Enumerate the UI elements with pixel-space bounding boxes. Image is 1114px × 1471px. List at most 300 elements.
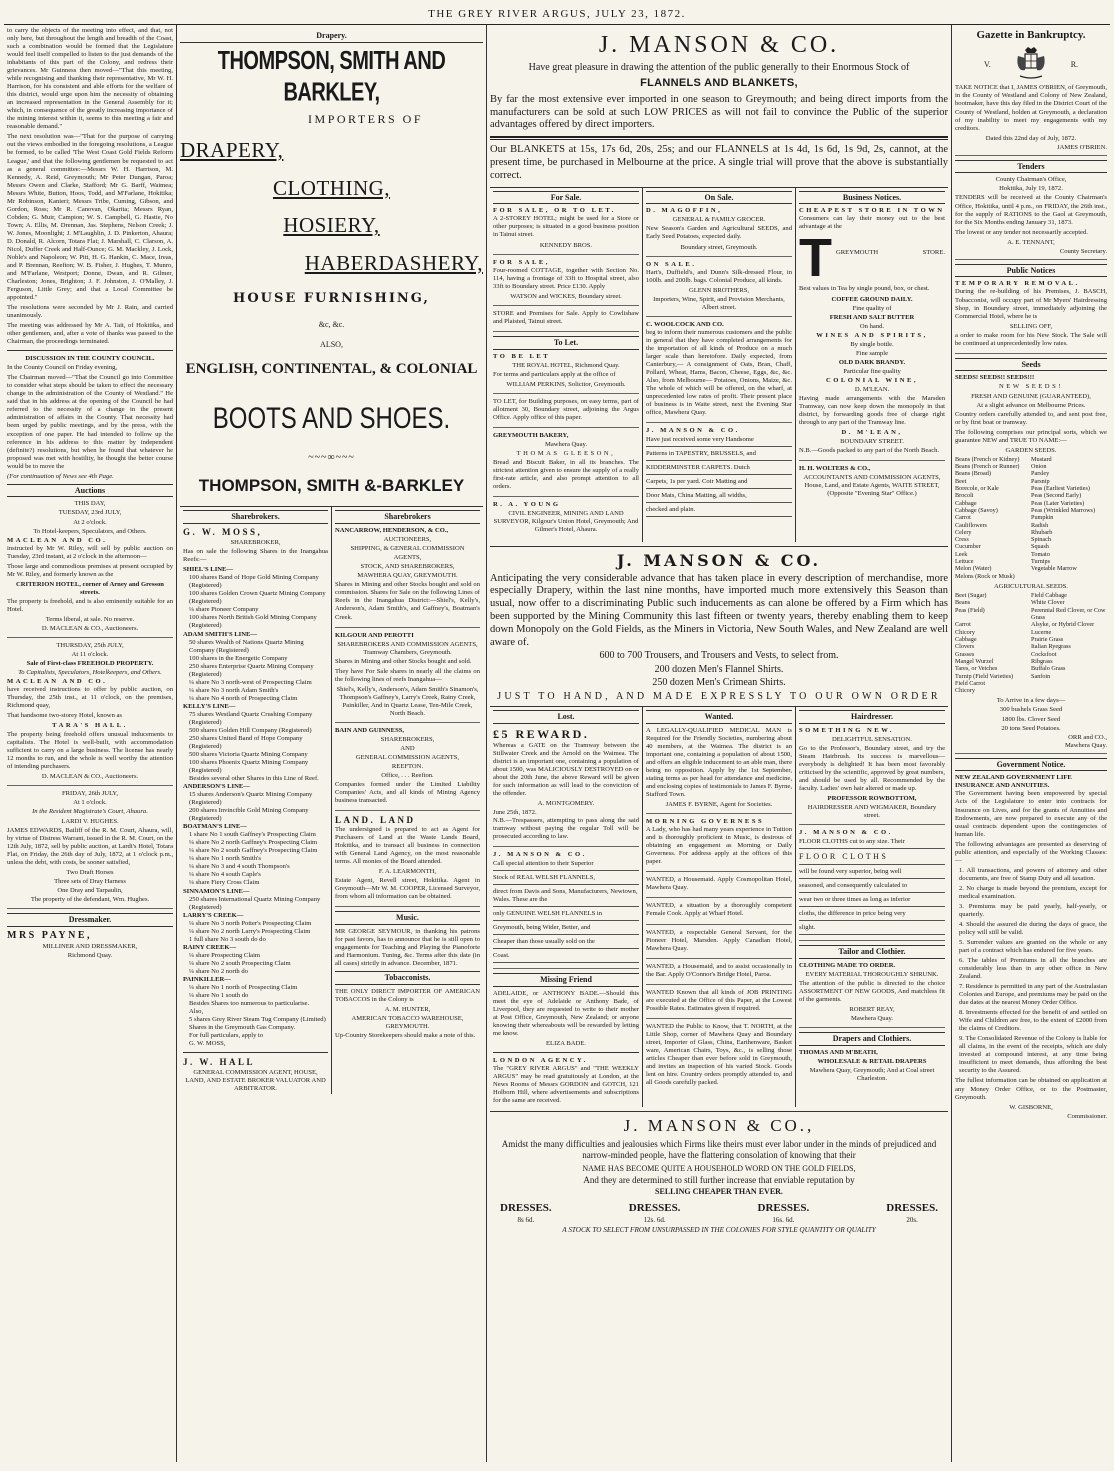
ad-line: At a slight advance on Melbourne Prices.: [976, 401, 1086, 409]
share-item: ¼ share Fiery Cross Claim: [189, 879, 260, 887]
ad-title: J. MANSON & CO.: [799, 829, 893, 837]
ad-line: KIDDERMINSTER CARPETS. Dutch: [646, 463, 792, 475]
auction-date: THURSDAY, 25th JULY,: [56, 641, 124, 649]
sharebrokers-section: [180, 506, 483, 1094]
dress-label: DRESSES.: [757, 1202, 810, 1215]
ad-body: instructed by Mr W. Riley, will sell by public auction on Tuesday, 23rd instant, at 2 o'clock in the afternoon—: [7, 544, 173, 560]
share-item: Also,: [189, 1007, 204, 1015]
ad-body: WANTED, a situation by a thoroughly competent Female Cook. Apply at Wharf Hotel.: [646, 902, 792, 918]
ad-signature: D. MACLEAN & CO., Auctioneers.: [41, 773, 139, 781]
ad-line: cloths, the difference in price being very: [799, 909, 945, 921]
auction-item: Three sets of Dray Harness: [54, 877, 126, 885]
also-line: ALSO,: [320, 340, 343, 350]
table-cell: Beet: [955, 477, 967, 485]
share-item: BOATMAN'S LINE—: [183, 823, 247, 831]
ad-signature: A. E. TENNANT,: [1007, 238, 1055, 246]
share-item: Besides several other Shares in this Line of Reef.: [189, 775, 319, 783]
ads-grid-bottom: [490, 706, 948, 1107]
ad-body: N.B.—Goods packed to any part of the North Beach.: [799, 447, 940, 455]
table-row: [955, 643, 1107, 650]
ad-drapers: [799, 1049, 945, 1087]
ad-subtitle: THE ROYAL HOTEL, Richmond Quay.: [512, 361, 620, 369]
ad-body: Go to the Professor's, Boundary street, and try the Steam Hairbrush. Its success is marvellous—everybody is delighted! It has been most favorably criticised by the scientific, approved by great numbers, and should be used by all. Recommended by the faculty. Ladies' own hair altered or made up.: [799, 744, 945, 793]
share-item: 100 shares North British Gold Mining Company (Registered): [189, 614, 317, 630]
ad-body: Companies formed under the Limited Liability Companies' Acts, and all kinds of Mining Agency business transacted.: [335, 781, 480, 805]
ad-subtitle: EVERY MATERIAL THOROUGHLY SHRUNK.: [805, 970, 939, 978]
share-item: 250 shares International Quartz Mining Company (Registered): [189, 895, 321, 911]
table-cell: Italian Ryegrass: [1031, 643, 1071, 651]
ad-line: Door Mats, China Matting, all widths,: [646, 491, 792, 503]
share-item: PAINKILLER—: [183, 975, 231, 983]
ad-line: COLONIAL WINE,: [825, 376, 919, 384]
section-heading: Drapers and Clothiers.: [799, 1032, 945, 1046]
ad-body: The property is freehold, and is also eminently suitable for an Hotel.: [7, 597, 173, 613]
ad-body: Having made arrangements with the Marsden Tramway, can now keep down the monopoly in that district, by forwarding goods free of charge right through to any part of the Tramway line.: [799, 394, 945, 426]
ad-governess: [646, 818, 792, 872]
newspaper-page: [4, 4, 1110, 1463]
share-item: 100 shares Phoenix Quartz Mining Company (Registered): [189, 759, 309, 775]
gazette-title: Gazette in Bankruptcy.: [976, 29, 1086, 41]
ad-signature: JAMES O'BRIEN.: [1057, 143, 1107, 151]
table-row: [955, 607, 1107, 622]
auction-title: Sale of First-class FREEHOLD PROPERTY.: [26, 659, 154, 667]
ad-date: June 25th, 1872.: [493, 808, 537, 816]
sharebroker-moss: [180, 507, 331, 1094]
ad-signature: ORR and CO.,: [1068, 733, 1107, 741]
ad-line: To Arrive in a few days—: [996, 697, 1066, 705]
store-label: GREYMOUTH: [836, 249, 879, 257]
ad-body: WANTED, a Housemaid, and to assist occasionally in the Bar. Apply O'Connor's Bridge Hotel, Paroa.: [646, 962, 792, 978]
importers-line: IMPORTERS OF: [308, 111, 423, 126]
ad-title: THOMAS AND M'BEATH,: [799, 1048, 878, 1056]
table-row: [955, 485, 1107, 492]
ad-wanted: [646, 989, 792, 1019]
ad-line: Fine quality of: [852, 304, 892, 312]
table-row: [955, 522, 1107, 529]
agricultural-seeds-table: [955, 592, 1107, 694]
table-cell: Beans (Broad): [955, 470, 991, 478]
firm-name-footer: THOMPSON, SMITH &-BARKLEY: [198, 475, 465, 495]
manson-body-2: Anticipating the very considerable advance that has taken place in every description of merchandise, more especially Drapery, within the last nine months, have imported much more extensively this Season than usual, now offer to a discriminating Public such inducements as can alone be offered by a Firm which has been supported by the Mining Community this last fifteen or twenty years, thereby enabling them to keep down Monopoly on the Gold Fields, as the Miners in Victoria, New South Wales, and New Zealand are well aware of.: [490, 572, 948, 648]
ad-line: County Chairman's Office,: [995, 176, 1067, 184]
benefit-item: 8. Investments effected for the benefit of and settled on Wife and Children are free, to the extent of £2000 from the claims of Creditors.: [959, 1009, 1107, 1033]
ad-body: Best values in Tea by single pound, box, or chest.: [799, 285, 930, 293]
selling-line: SELLING CHEAPER THAN EVER.: [655, 1186, 783, 1196]
auction-title: LARDI V. HUGHES.: [61, 817, 119, 825]
boots-line: BOOTS AND SHOES.: [212, 401, 451, 436]
ad-body: have received instructions to offer by public auction, on Thursday, the 25th inst., at 11 o'clock, on the premises, Richmond quay,: [7, 686, 173, 710]
ad-manson-floorcloths: [799, 829, 945, 941]
table-cell: [1031, 680, 1107, 687]
ad-signature: PROFESSOR ROWBOTTOM,: [827, 795, 917, 803]
ad-wanted: [646, 902, 792, 924]
table-row: [955, 551, 1107, 558]
table-cell: White Clover: [1031, 599, 1065, 607]
ad-body: The lowest or any tender not necessarily accepted.: [955, 228, 1088, 236]
section-heading: Business Notices.: [799, 191, 945, 205]
ad-body: WANTED, a respectable General Servant, for the Pioneer Hotel, Marsden. Apply Canadian Hotel, Mawhera Quay.: [646, 928, 792, 952]
ad-subtitle: WHOLESALE & RETAIL DRAPERS: [817, 1057, 927, 1065]
table-cell: Cress: [955, 536, 969, 544]
benefit-item: 7. Residence is permitted in any part of the Australasian Colonies and Europe, and premiums may be paid on the due dates at the nearest Money Order Office.: [959, 983, 1107, 1007]
ad-magoffin: [646, 207, 792, 256]
ad-body: New Season's Garden and Agricultural SEEDS, and Early Seed Potatoes, expected daily.: [646, 225, 792, 241]
ad-line: FRESH AND SALT BUTTER: [829, 313, 915, 321]
auction-audience: To Hotel-keepers, Speculators, and Others.: [33, 527, 147, 535]
ad-signature: D. MACLEAN & CO., Auctioneers.: [41, 624, 139, 632]
ad-title: SEEDS! SEEDS!! SEEDS!!!: [955, 374, 1035, 382]
ad-signature: GLENN BROTHERS,: [688, 286, 750, 294]
hotel-name: CRITERION HOTEL, corner of Arney and Gresson streets.: [16, 580, 164, 596]
auction-date: THIS DAY,: [74, 500, 106, 508]
ad-body: The Government having been empowered by special Acts of the Legislature to enter into contracts for Insurance on Lives, and for the grants of Annuities and Endowments, are now prepared to execute any of the usual contracts dependent upon the contingencies of human life.: [955, 790, 1107, 838]
ornament: ~~~∞~~~: [308, 451, 355, 463]
share-item: ¼ share No 1 north Smith's: [189, 855, 261, 863]
ad-line: 1800 lbs. Clover Seed: [1001, 715, 1061, 723]
ad-body: Four-roomed COTTAGE, together with Section No. 114, having a frontage of 33ft to Hospital street, also 33ft to Boundary street. Price £130. Apply: [493, 266, 639, 290]
table-cell: Melons (Rock or Musk): [955, 572, 1015, 580]
ad-wanted: [646, 727, 792, 814]
dress-label: DRESSES.: [628, 1202, 681, 1215]
share-list: [183, 566, 328, 1048]
ad-body: Country orders carefully attended to, and sent post free, or by first boat or tramway.: [955, 410, 1107, 426]
ad-body: That handsome two-storey Hotel, known as: [7, 712, 123, 720]
ad-title: FOR SALE,: [493, 258, 550, 266]
auction-time: At 2 o'clock.: [73, 518, 107, 526]
article-paragraph: The next resolution was—"That for the purpose of carrying out the views embodied in the foregoing resolutions, a League be formed, to be called 'The West Coast Gold Fields Reform League,' and that the following gentlemen be requested to act as a general committee:—Messrs W. H. Harrison, M. Kennedy, A. Reid, Greymouth; Mr Peter Dungan, Paroa; Messrs Owen and Clarke, Stafford; Mr G. Barff, Waimea; Messrs White, Button, Hoos, Todd, and M'Farlane, Hokitika; Mr Robinson, Kanieri; Messrs Tribe, Cuming, Gibson, and Gordon, Ross; Mr R. Canovan, Okarita; Messrs Ryan, Cobden; G. Muir, Campion; W. S. Campbell, G. Hastie, No Town; A. Ellis, M. Drennan, Jas. Stephens, Nelson Creek; J. W. Jones, Moonlight; J. M'Laughlin, J. D. Pinkerton, Ahaura; D. Donald, R. Alcorn, Totara Flat; J. Marshall, C. Clarson, A. Nicol, Duffer Creek and Half-Ounce; G. M. Mackley, J. Lock, Noble's and Napoleon; W. Pitt, H. G. Hankin, C. Mace, Ireas, and P. Brennan, Reefton; W. B. Fisher, J. Hughes, T. Munro, and M'Farlane, Westport; Donne, Dwan, and R. Gilmer, Charleston; Jones, Brighton; J. F. Johnston, J. O'Malley, J. Ferguson, Little Grey; and that a Local Committee be appointed.": [7, 133, 173, 302]
trousers-line: 600 to 700 Trousers, and Trousers and Vests, to select from.: [599, 650, 839, 662]
table-cell: Lucerne: [1031, 628, 1052, 636]
dress-price: [629, 1202, 681, 1224]
ad-title: G. W. MOSS,: [183, 527, 263, 538]
manson-intro: Have great pleasure in drawing the attention of the public generally to their Enormous Stock of: [528, 62, 910, 74]
table-row: [955, 463, 1107, 470]
ad-tailor: [799, 962, 945, 1028]
continuation-note: (For continuation of News see 4th Page.: [7, 472, 114, 480]
dressmaker-name: MRS PAYNE,: [7, 929, 93, 941]
table-cell: Rhubarb: [1031, 528, 1053, 536]
section-heading: Sharebrokers.: [183, 510, 328, 524]
ad-signature: KENNEDY BROS.: [539, 241, 593, 249]
share-item: LARRY'S CREEK—: [183, 911, 244, 919]
ad-terms: Terms liberal, at sale. No reserve.: [45, 615, 135, 623]
ad-title: GREYMOUTH BAKERY,: [493, 431, 569, 439]
section-heading: Lost.: [493, 710, 639, 724]
ad-line: SHIPPING, & GENERAL COMMISSION: [350, 545, 465, 553]
ad-government: [955, 774, 1107, 1123]
ad-to-let: [493, 398, 639, 428]
table-row: [955, 507, 1107, 514]
royal-crest: [955, 44, 1107, 84]
table-row: [955, 470, 1107, 477]
section-heading: Seeds: [955, 358, 1107, 372]
benefit-item: 4. Should the assured die during the days of grace, the policy will still be valid.: [959, 920, 1107, 936]
wanted-column: [642, 707, 795, 1107]
ad-subtitle: BOUNDARY STREET.: [840, 438, 904, 446]
ad-body: TO LET, for Building purposes, on easy terms, part of allotment 30, Boundary street, adjoining the Argus Office. Apply office of this paper.: [493, 397, 639, 421]
column-drapery: [177, 25, 487, 1462]
manson-title: J. MANSON & CO.: [598, 32, 840, 58]
share-item: ¼ share Prospecting Claim: [189, 951, 261, 959]
table-row: [955, 543, 1107, 550]
shirts-line: 250 dozen Men's Crimean Shirts.: [652, 676, 786, 688]
dress-price: [500, 1202, 552, 1224]
ad-line: Carpets, 1s per yard. Coir Matting and: [646, 477, 792, 489]
table-cell: Pumpkin: [1031, 514, 1054, 522]
section-heading: Government Notice.: [955, 758, 1107, 772]
ad-body: Bread and Biscuit Baker, in all its branches. The strictest attention given to ensure the supply of a really first-rate article, and also prompt attention to all orders.: [493, 458, 639, 490]
ad-line: COFFEE GROUND DAILY.: [831, 295, 913, 303]
section-heading: For Sale.: [493, 191, 639, 205]
ad-line: FLOOR CLOTHS: [799, 851, 945, 865]
ad-body: They have For Sale shares in nearly all the claims on the following lines of reefs Inangahua—: [335, 667, 480, 683]
table-cell: Borecole, or Kale: [955, 484, 999, 492]
share-item: ¼ share No 4 south Caple's: [189, 871, 261, 879]
ad-title: SOMETHING NEW.: [799, 726, 894, 734]
ad-signature: A. MONTGOMERY.: [537, 799, 595, 807]
ad-body: Up-Country Storekeepers should make a note of this.: [335, 1032, 476, 1040]
ad-seeds: [955, 374, 1107, 753]
auction-ad: [7, 500, 173, 637]
table-cell: Cabbage: [955, 499, 977, 507]
table-cell: Carrot: [955, 621, 971, 629]
table-cell: Sanfoin: [1031, 672, 1051, 680]
table-row: [955, 565, 1107, 572]
line-haberdashery: HABERDASHERY,: [304, 250, 483, 275]
ad-body: Whereas a GATE on the Tramway between the Stillwater Creek and the Arnold on the Waimea. The district is an important one, containing a population of about 1500, was MALICIOUSLY DESTROYED on or about the 20th June, the above Reward will be given for such information as will lead to the conviction of the offender.: [493, 741, 639, 797]
column-manson: [487, 25, 952, 1462]
ad-title: R. A. YOUNG: [493, 500, 561, 508]
ad-body: Hart's, Duffield's, and Dunn's Silk-dressed Flour, in 100lb. and 200lb. bags. Colonial Produce, all kinds.: [646, 268, 792, 284]
benefit-item: 3. Premiums may be paid yearly, half-yearly, or quarterly.: [959, 902, 1107, 918]
ad-body: WANTED the Public to Know, that T. NORTH, at the Little Shop, corner of Mawhera Quay and Boundary street, Importer of Glass, China, Earthenware, Basket ware, American Chairs, Toys, &c., is selling those articles Cheaper than ever before sold in Greymouth, and invites an inspection of his varied Stock. Goods lent on hire. Country orders promptly attended to, and all Goods carefully packed.: [646, 1022, 792, 1086]
manson-title-3: J. MANSON & CO.,: [623, 1116, 815, 1136]
table-cell: Peas (Wrinkled Marrows): [1031, 506, 1096, 514]
ad-body: CIVIL ENGINEER, MINING AND LAND SURVEYOR, Kilgour's Union Hotel, Greymouth; And Gilmer's Hotel, Ahaura.: [493, 509, 639, 534]
ads-grid-top: [490, 187, 948, 542]
table-cell: Beet (Sugar): [955, 592, 987, 600]
ad-body: The following comprises our principal sorts, which we guarantee NEW and TRUE TO NAME:—: [955, 428, 1107, 444]
ad-body: WANTED Known that all kinds of JOB PRINTING are executed at the Office of this Paper, at the Lowest Possible Rates. Estimates given if required.: [646, 988, 792, 1012]
ad-subtitle: Importers, Wine, Spirit, and Provision Merchants, Albert street.: [653, 295, 785, 311]
table-cell: Cocksfoot: [1031, 650, 1057, 658]
section-heading: On Sale.: [646, 191, 792, 205]
ad-body: STORE and Premises for Sale. Apply to Cowlishaw and Plaisted, Tainui street.: [493, 309, 639, 325]
ad-manson-carpets: [646, 427, 792, 522]
section-heading: Wanted.: [646, 710, 792, 724]
dress-price: [886, 1202, 938, 1224]
ad-body: The attention of the public is directed to the choice ASSORTMENT OF NEW GOODS, And matchless fit of the garments.: [799, 980, 945, 1004]
section-heading-auctions: Auctions: [7, 484, 173, 498]
share-item: ¼ share No 2 south Prospecting Claim: [189, 959, 291, 967]
share-item: RAINY CREEK—: [183, 943, 237, 951]
share-item: 100 shares in the Energetic Company: [189, 654, 288, 662]
auction-audience: To Capitalists, Speculators, Hotelkeepers, and Others.: [18, 669, 162, 676]
ad-body: MR GEORGE SEYMOUR, in thanking his patrons for past favors, has to announce that he is still open to engagements for Teaching and Playing the Pianoforte and Harmonium. Tuning, &c. Terms after this date (in all cases) strictly in advance. December, 1871.: [335, 928, 480, 968]
auction-time: At 11 o'clock.: [71, 650, 109, 658]
ad-title: BAIN AND GUINNESS,: [335, 726, 405, 734]
share-item: ¼ share No 3 north-west of Prospecting Claim: [189, 678, 312, 686]
table-row: [955, 629, 1107, 636]
ad-address: Boundary street, Greymouth.: [680, 243, 758, 251]
ad-subtitle: SHAREBROKER,: [230, 539, 281, 547]
table-cell: Mustard: [1031, 455, 1052, 463]
share-item: ¼ share No 2 south Gaffney's Prospecting Claim: [189, 847, 318, 855]
ad-store: [493, 310, 639, 332]
ad-title: J. MANSON & CO.: [493, 850, 587, 858]
ad-wanted: [646, 876, 792, 898]
ad-manson-flannels: [493, 851, 639, 969]
ad-signature: ELIZA BADE.: [546, 1040, 586, 1048]
ad-line: By single bottle.: [850, 340, 894, 348]
ad-title: TEMPORARY REMOVAL.: [955, 280, 1080, 288]
ad-line: Fine sample: [855, 349, 889, 357]
ad-line: AND: [400, 744, 415, 752]
ad-wanted: [646, 963, 792, 985]
ad-body: The property being freehold offers unusual inducements to capitalists. The Hotel is well-built, with accommodation sufficient to carry on a large business. The license has nearly 12 months to run, and the whole is well worthy the attention of intending purchasers.: [7, 731, 173, 771]
table-cell: Field Cabbage: [1031, 592, 1067, 600]
column-news: [4, 25, 177, 1462]
article-paragraph: The Chairman moved—"That the Council go into Committee to consider what steps should be taken to effect the necessary change in the administration of the County of Westland." He said that in his address at the opening of the Council he had referred to the necessity of a change in the present administration of affairs in the County. That necessity had been urged by public meetings, and by the press, with the exception of one paper. He had intended to follow up the reference in his address to this matter by independent (definite?) resolutions, but when he found that whatever he proposed was met with hostility, he thought the better course would be to move the: [7, 374, 173, 470]
ad-body: GENERAL COMMISSION AGENT, HOUSE, LAND, AND ESTATE BROKER VALUATOR AND ARBITRATOR.: [185, 1069, 326, 1093]
ad-wanted: [646, 929, 792, 959]
ad-signature: ROBERT REAY,: [849, 1006, 895, 1014]
table-row: [955, 673, 1107, 680]
ad-body: A Lady, who has had many years experience in Tuition and is thoroughly proficient in Music, is desirous of obtaining an engagement as Morning or Daily Governess. For address apply at the offices of this paper.: [646, 826, 792, 866]
table-cell: Leek: [955, 550, 968, 558]
table-row: [955, 599, 1107, 606]
ad-line: STOCK, AND SHAREBROKERS,: [360, 563, 455, 571]
benefit-item: 2. No charge is made beyond the premium, except for medical examination.: [959, 884, 1107, 900]
ad-body: For terms and particulars apply at the office of: [493, 370, 616, 378]
ad-line: seasoned, and consequently calculated to: [799, 881, 945, 893]
ad-title: NEW ZEALAND GOVERNMENT LIFE INSURANCE AND ANNUITIES.: [955, 774, 1072, 790]
ad-line: Greymouth, being Wider, Better, and: [493, 923, 639, 935]
section-heading: Sharebrokers: [335, 510, 480, 524]
crest-letter: R.: [1070, 59, 1079, 69]
section-heading: Public Notices: [955, 264, 1107, 278]
ad-line: REEFTON.: [391, 762, 424, 770]
table-row: [955, 573, 1107, 580]
ad-line: only GENUINE WELSH FLANNELS in: [493, 909, 639, 921]
ad-tenders: [955, 176, 1107, 259]
table-row: [955, 514, 1107, 521]
table-cell: Peas (Earliest Varieties): [1031, 484, 1090, 492]
ad-for-sale: [493, 259, 639, 306]
table-cell: Vegetable Marrow: [1031, 565, 1077, 573]
section-heading-drapery: Drapery.: [180, 30, 483, 43]
ad-body: The "GREY RIVER ARGUS" and "THE WEEKLY ARGUS" may be read gratuitously at London, at the News Rooms of Messrs GORDON and GOTCH, 121 Holborn Hill, where advertisements and subscriptions for the same are received.: [493, 1065, 639, 1105]
ad-title: KILGOUR AND PEROTTI: [335, 631, 414, 639]
ad-line: direct from Davis and Sons, Manufacturers, Newtown, Wales. These are the: [493, 887, 639, 907]
share-item: 100 shares Band of Hope Gold Mining Company (Registered): [189, 574, 319, 590]
table-cell: Lettuce: [955, 558, 974, 566]
ad-body: During the re-building of his Premises, J. BASCH, Tobacconist, will occupy part of Mr Myers' Hairdressing Shop, in Boundary street, immediately adjoining the Commercial Hotel, where he is: [955, 288, 1107, 320]
dressmaker-address: Richmond Quay.: [67, 951, 113, 959]
table-cell: Perennial Red Clover, or Cow Grass: [1031, 606, 1106, 621]
table-row: [955, 592, 1107, 599]
table-cell: Tares, or Vetches: [955, 665, 998, 673]
share-item: ¼ share No 1 south do: [189, 991, 249, 999]
ad-line: FLOOR CLOTHS cut to any size. Their: [799, 837, 945, 849]
table-row: [955, 665, 1107, 672]
table-row: [955, 636, 1107, 643]
table-heading: AGRICULTURAL SEEDS.: [994, 583, 1068, 591]
table-cell: Cauliflowers: [955, 521, 987, 529]
share-item: 50 shares Wealth of Nations Quartz Mining Company (Registered): [189, 638, 304, 654]
auction-location: In the Resident Magistrate's Court, Ahaura.: [32, 808, 148, 816]
ad-body: THE ONLY DIRECT IMPORTER OF AMERICAN TOBACCOS in the Colony is: [335, 988, 480, 1004]
share-item: 500 shares Golden Hill Company (Registered): [189, 726, 312, 734]
divider: [490, 1111, 948, 1112]
ad-line: AGENTS,: [393, 554, 422, 562]
hotel-name: TARA'S HALL.: [52, 722, 128, 730]
section-heading-dressmaker: Dressmaker.: [7, 913, 173, 927]
ad-title: D. MAGOFFIN,: [646, 207, 723, 215]
english-line: ENGLISH, CONTINENTAL, & COLONIAL: [185, 360, 478, 377]
share-item: For full particulars, apply to: [189, 1032, 264, 1040]
ad-subtitle: Mawhera Quay.: [1064, 741, 1107, 749]
ad-body: ADELAIDE, or ANTHONY BADE.—Should this meet the eye of Adelaide or Anthony Bade, of Liverpool, they are requested to write to their mother at Post Office, Greymouth, New Zealand; or anyone knowing their whereabouts will be rewarded by letting me know.: [493, 989, 639, 1038]
table-cell: Alsyke, or Hybrid Clover: [1031, 621, 1095, 629]
share-item: ¼ share No 2 north Larry's Prospecting Claim: [189, 927, 311, 935]
table-cell: Beans: [955, 599, 971, 607]
article-paragraph: The meeting was addressed by Mr A. Tait, of Hokitika, and other gentlemen, and, after a vote of thanks was passed to the Chairman, the proceedings terminated.: [7, 322, 173, 346]
ad-cheapest-store: [799, 207, 945, 461]
share-item: ¼ share No 3 and 4 south Thompson's: [189, 863, 290, 871]
ad-subtitle: NEW SEEDS!: [999, 383, 1063, 391]
auction-item: Two Draft Horses: [66, 868, 114, 876]
table-cell: Celery: [955, 528, 972, 536]
table-cell: Ribgrass: [1031, 657, 1053, 665]
business-notices-column: [795, 188, 948, 542]
ad-line: Office, . . . Reefton.: [381, 772, 434, 779]
table-row: [955, 680, 1107, 687]
article-paragraph: to carry the objects of the meeting into effect, and that, not only here, but throughout the length and breadth of the Coast, such a combination would be formed that the Legislature would feel itself compelled to listen to the just demands of the inhabitants of this part of the Colony, and redress their grievances. Mr Guinness then moved—"That this meeting, while recognising and thanking their representative, Mr W. H. Harrison, for his consistent and able efforts for the welfare of this district, would urge upon him the necessity of obtaining an increased representation in the General Assembly for it; which, in consequence of the greatly increasing importance of the mining interest within it, seems to this meeting a fair and reasonable demand.": [7, 27, 173, 131]
table-cell: Squash: [1031, 543, 1049, 551]
ad-body: Estate Agent, Revell street, Hokitika. Agent in Greymouth—Mr W. M. COOPER, Licensed Surveyor, from whom all information can be obtained.: [335, 877, 480, 901]
ad-line: slight.: [799, 923, 945, 935]
dress-label: DRESSES.: [886, 1202, 938, 1215]
share-item: 75 shares Westland Quartz Crushing Company (Registered): [189, 710, 313, 726]
share-item: ¼ share No 1 north of Prospecting Claim: [189, 983, 298, 991]
crest-letter: V.: [983, 59, 991, 69]
ad-body: Has on sale the following Shares in the Inangahua Reefs:—: [183, 548, 328, 564]
table-cell: Prairie Grass: [1031, 635, 1064, 643]
manson-title-2: J. MANSON & CO.: [616, 551, 822, 571]
ad-title: J. W. HALL: [183, 1057, 256, 1068]
ad-wolters: [799, 465, 945, 502]
ad-signature: D. M'LEAN.: [854, 385, 890, 393]
ad-title: LAND. LAND: [335, 815, 416, 826]
auction-item: One Dray and Tarpaulin,: [57, 886, 123, 894]
firm-name: THOMPSON, SMITH AND BARKLEY,: [217, 46, 446, 108]
section-heading: Tenders: [955, 160, 1107, 174]
table-cell: Clovers: [955, 643, 975, 651]
ad-kilgour: [335, 632, 480, 723]
house-furnishing: HOUSE FURNISHING,: [233, 290, 430, 306]
auction-time: At 1 o'clock.: [73, 799, 107, 807]
dressmaker-line: MILLINER AND DRESSMAKER,: [42, 942, 138, 950]
table-cell: Cabbage: [955, 635, 977, 643]
table-row: [955, 529, 1107, 536]
ad-line: checked and plain.: [646, 505, 792, 517]
benefit-item: 1. All transactions, and powers of attorney and other documents, are free of Stamp Duty and all taxation.: [959, 866, 1107, 882]
garden-seeds-table: [955, 456, 1107, 580]
ad-line: wear two or three times as long as inferior: [799, 895, 945, 907]
section-heading-music: Music.: [335, 911, 480, 925]
ad-line: Patterns in TAPESTRY, BRUSSELS, and: [646, 449, 792, 461]
